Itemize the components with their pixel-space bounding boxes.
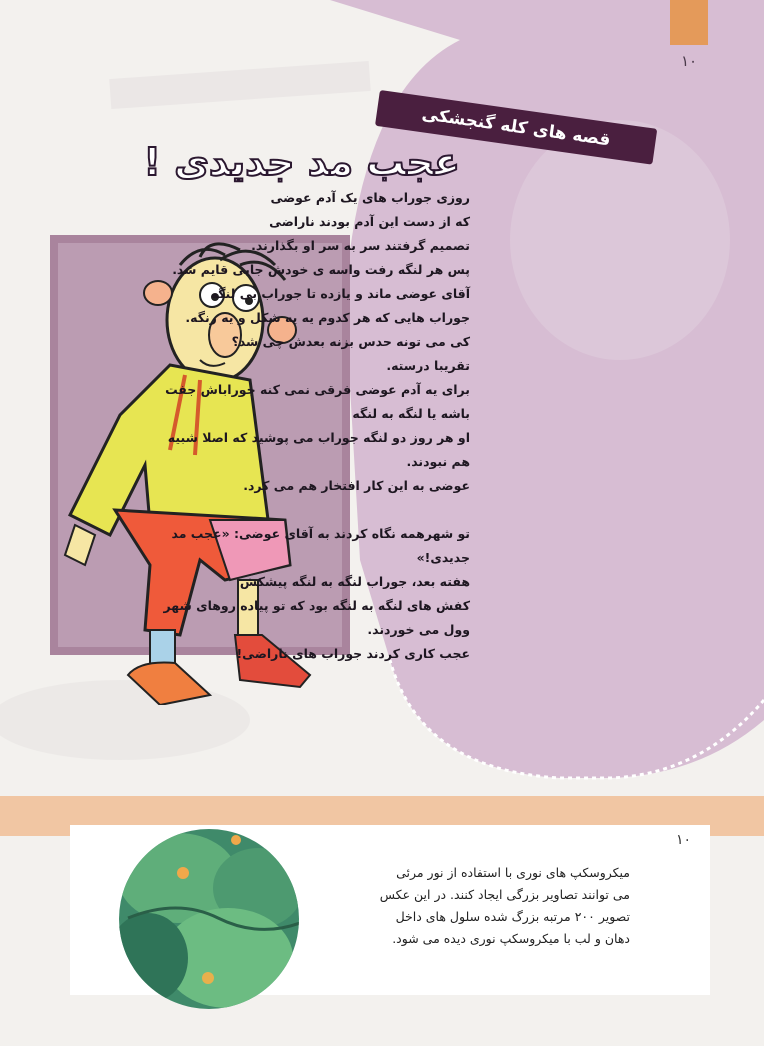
story-text (130, 186, 470, 666)
caption-text (300, 862, 630, 950)
story-line: کفش های لنگه به لنگه بود که تو پیاده روهای شهر (163, 598, 470, 613)
story-line: تقریبا درسته. (386, 358, 470, 373)
story-line: برای یه آدم عوضی فرقی نمی کنه جوراباش جفت (165, 382, 470, 397)
story-line: باشه یا لنگه به لنگه (352, 406, 470, 421)
story-line: هم نبودند. (406, 454, 470, 469)
caption-line: دهان و لب با میکروسکپ نوری دیده می شود. (392, 931, 630, 946)
caption-line: میکروسکپ های نوری با استفاده از نور مرئی (396, 865, 630, 880)
story-line (130, 498, 470, 522)
page-number-bottom: ۱۰ (676, 832, 692, 848)
story-line: روزی جوراب های یک آدم عوضی (270, 190, 470, 205)
caption-line: تصویر ۲۰۰ مرتبه بزرگ شده سلول های داخل (395, 909, 630, 924)
story-line: وول می خوردند. (367, 622, 470, 637)
story-line: پس هر لنگه رفت واسه ی خودش جایی قایم شد. (172, 262, 470, 277)
microscope-image (118, 828, 300, 1010)
caption-line: می توانند تصاویر بزرگی ایجاد کنند. در این عکس (379, 887, 630, 902)
story-line: تصمیم گرفتند سر به سر او بگذارند. (251, 238, 470, 253)
page-tab (670, 0, 708, 45)
page-number-top: ۱۰ (680, 52, 698, 70)
story-line: عوضی به این کار افتخار هم می کرد. (243, 478, 470, 493)
story-line: تو شهرهمه نگاه کردند به آقای عوضی: «عجب مد (171, 526, 470, 541)
story-line: که از دست این آدم بودند ناراضی (269, 214, 470, 229)
story-line: او هر روز دو لنگه جوراب می پوشید که اصلا شبیه (167, 430, 470, 445)
story-line: جدیدی!» (416, 550, 470, 565)
story-title: عجب مد جدیدی ! (143, 140, 460, 184)
series-banner-text: قصه های کله گنجشکی (420, 104, 612, 151)
story-line: جوراب هایی که هر کدوم یه یه شکل و یه رنگه. (185, 310, 470, 325)
story-line: کی می تونه حدس بزنه بعدش چی شد؟ (231, 334, 470, 349)
story-line: آقای عوضی ماند و یازده تا جوراب بی لنگه (210, 286, 470, 301)
story-line: هفته بعد، جوراب لنگه به لنگه پیشکش (239, 574, 470, 589)
story-line: عجب کاری کردند جوراب های ناراضی! (236, 646, 470, 661)
